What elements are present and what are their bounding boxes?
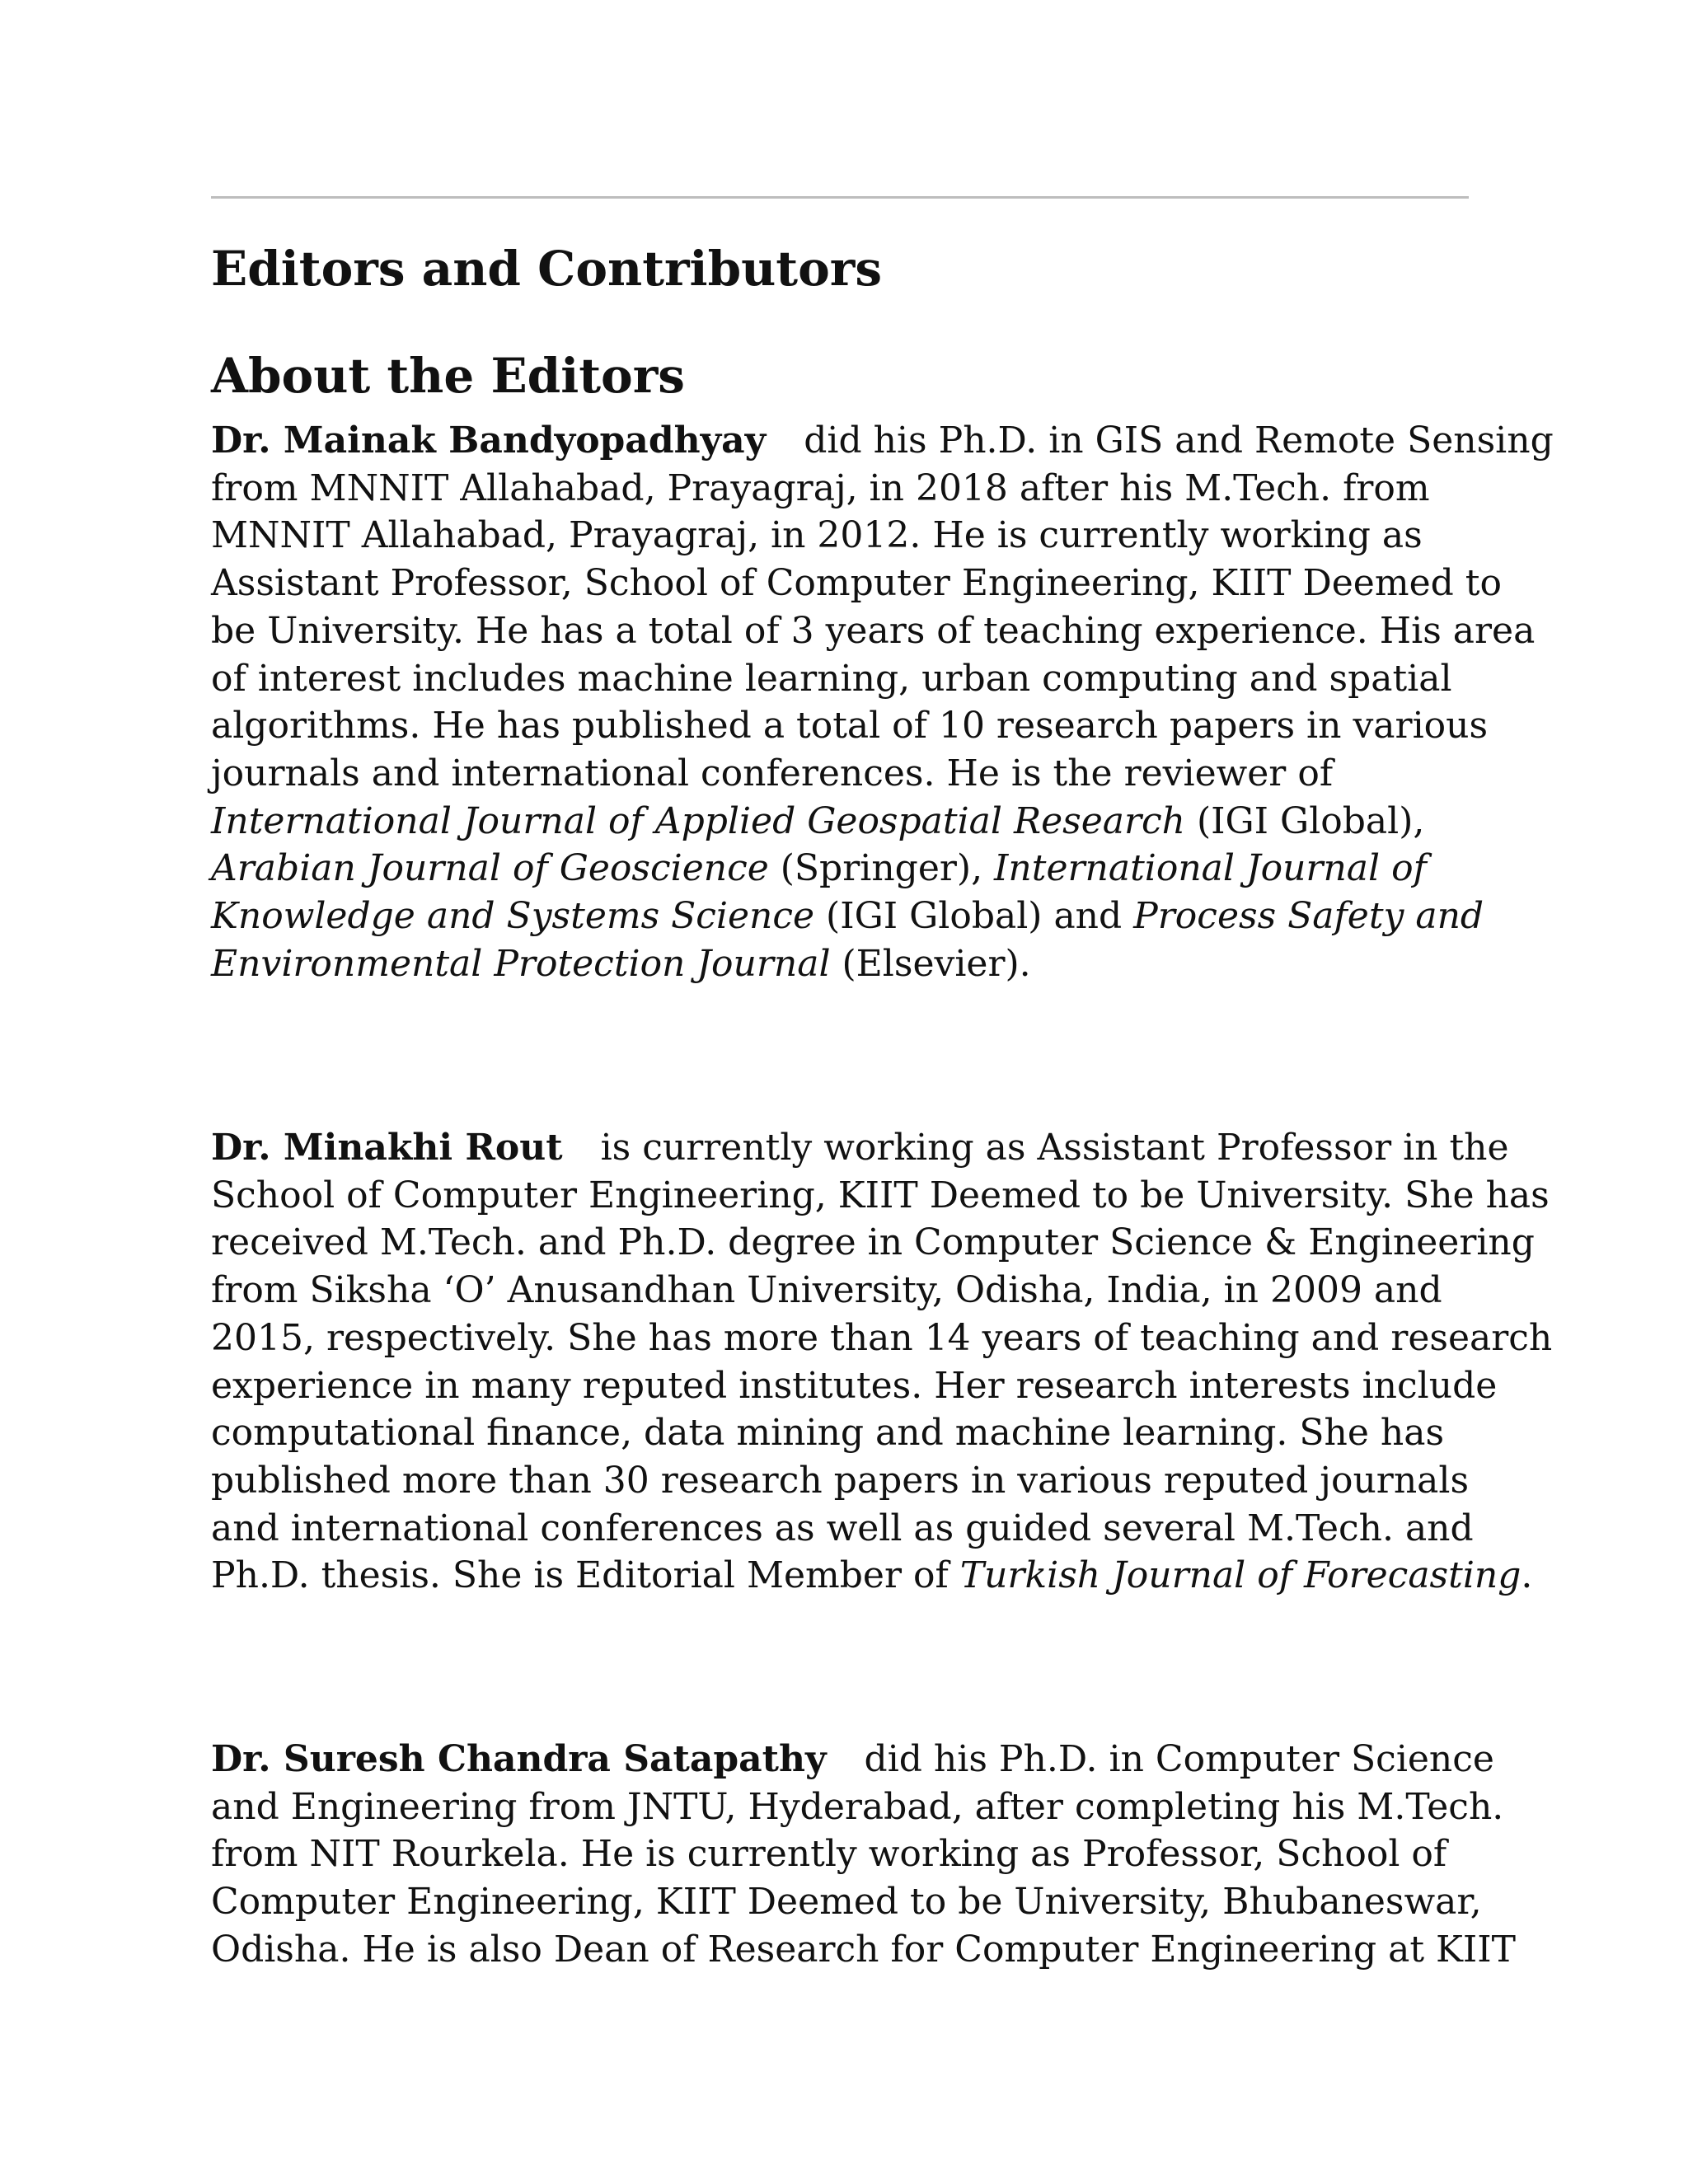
journal-title: Turkish Journal of Forecasting [959,1554,1522,1597]
bio-line: from MNNIT Allahabad, Prayagraj, in 2018 after his M.Tech. from [211,466,1430,509]
bio-line: published more than 30 research papers in various reputed journals [211,1459,1470,1502]
bio-line: School of Computer Engineering, KIIT Deemed to be University. She has [211,1174,1550,1216]
journal-title: Process Safety and [1133,895,1484,938]
bio-line: International Journal of Applied Geospatial Research (IGI Global), [211,799,1425,842]
bio-line: Arabian Journal of Geoscience (Springer), International Journal of [211,847,1427,890]
journal-title: International Journal of [994,847,1427,890]
header-rule [211,196,1469,199]
bio-line: Ph.D. thesis. She is Editorial Member of Turkish Journal of Forecasting. [211,1554,1533,1597]
journal-title: Knowledge and Systems Science [211,895,815,938]
editor-bio-rout [211,1124,1553,1600]
bio-line: from NIT Rourkela. He is currently working as Professor, School of [211,1833,1447,1876]
bio-line: Environmental Protection Journal (Elsevier). [211,942,1031,985]
bio-line: MNNIT Allahabad, Prayagraj, in 2012. He is currently working as [211,514,1423,557]
editor-name: Dr. Suresh Chandra Satapathy [211,1738,827,1780]
bio-line: Dr. Minakhi Rout is currently working as Assistant Professor in the [211,1127,1509,1169]
editor-name: Dr. Mainak Bandyopadhyay [211,419,767,462]
bio-line: Odisha. He is also Dean of Research for Computer Engineering at KIIT [211,1928,1516,1971]
journal-title: Environmental Protection Journal [211,942,831,985]
bio-line: Dr. Suresh Chandra Satapathy did his Ph.D. in Computer Science [211,1738,1494,1780]
bio-line: algorithms. He has published a total of 10 research papers in various [211,705,1489,748]
bio-line: computational finance, data mining and machine learning. She has [211,1412,1445,1455]
editor-name: Dr. Minakhi Rout [211,1127,563,1169]
editor-bio-satapathy [211,1736,1516,1974]
bio-line: 2015, respectively. She has more than 14 years of teaching and research [211,1316,1553,1359]
journal-title: Arabian Journal of Geoscience [211,847,769,890]
document-page [211,0,1554,2184]
subsection-heading: About the Editors [211,348,685,404]
bio-line: Dr. Mainak Bandyopadhyay did his Ph.D. in GIS and Remote Sensing [211,419,1554,462]
bio-line: and international conferences as well as guided several M.Tech. and [211,1507,1474,1549]
section-heading: Editors and Contributors [211,241,882,297]
bio-line: experience in many reputed institutes. Her research interests include [211,1364,1498,1407]
bio-line: from Siksha ‘O’ Anusandhan University, Odisha, India, in 2009 and [211,1269,1442,1312]
bio-line: Assistant Professor, School of Computer Engineering, KIIT Deemed to [211,562,1502,605]
journal-title: International Journal of Applied Geospatial Research [211,799,1185,842]
bio-line: journals and international conferences. He is the reviewer of [211,752,1334,794]
bio-line: Knowledge and Systems Science (IGI Global) and Process Safety and [211,895,1484,938]
bio-line: and Engineering from JNTU, Hyderabad, after completing his M.Tech. [211,1785,1504,1828]
bio-line: received M.Tech. and Ph.D. degree in Computer Science & Engineering [211,1221,1535,1264]
bio-line: be University. He has a total of 3 years of teaching experience. His area [211,609,1536,652]
bio-line: Computer Engineering, KIIT Deemed to be University, Bhubaneswar, [211,1881,1482,1924]
editor-bio-bandyopadhyay [211,417,1554,987]
bio-line: of interest includes machine learning, urban computing and spatial [211,657,1452,700]
